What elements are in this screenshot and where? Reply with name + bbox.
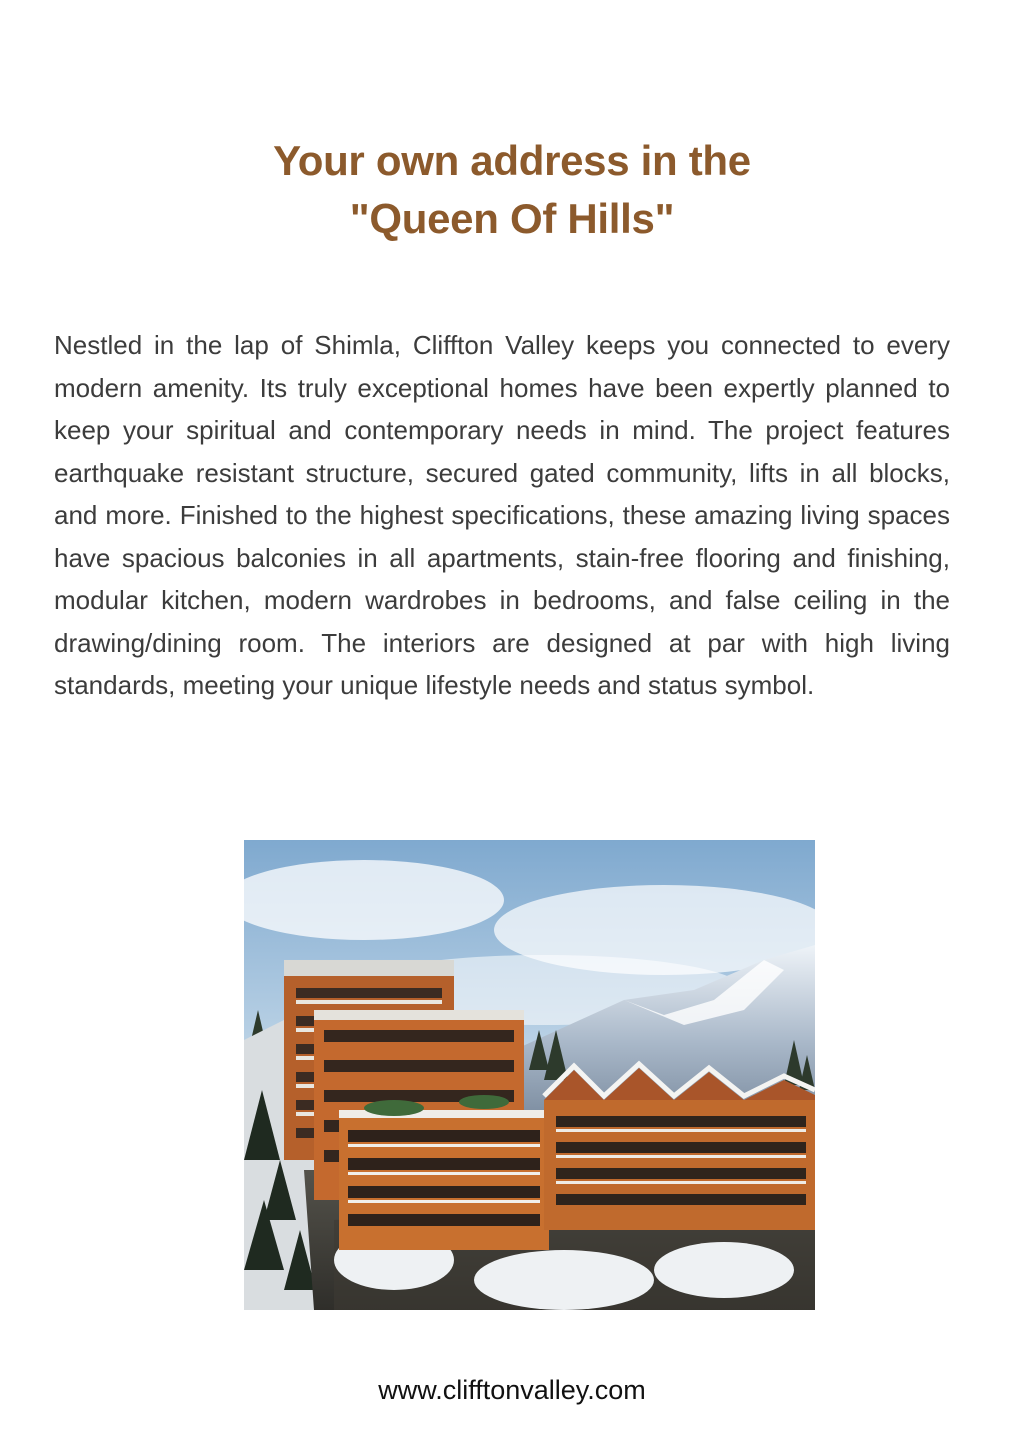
page-title (0, 132, 1024, 248)
building-illustration (244, 840, 815, 1310)
title-line-1: Your own address in the (273, 137, 751, 184)
building-photo (244, 840, 815, 1310)
title-line-2: "Queen Of Hills" (349, 195, 675, 242)
website-link[interactable]: www.clifftonvalley.com (378, 1375, 646, 1405)
description-paragraph: Nestled in the lap of Shimla, Cliffton Valley keeps you connected to every modern amenity. Its truly exceptional homes have been expertly planned to keep your spiritual and contemporary needs in mind. The project features earthquake resistant structure, secured gated community, lifts in all blocks, and more. Finished to the highest specifications, these amazing living spaces have spacious balconies in all apartments, stain-free flooring and finishing, modular kitchen, modern wardrobes in bedrooms, and false ceiling in the drawing/dining room. The interiors are designed at par with high living standards, meeting your unique lifestyle needs and status symbol. (54, 330, 950, 700)
